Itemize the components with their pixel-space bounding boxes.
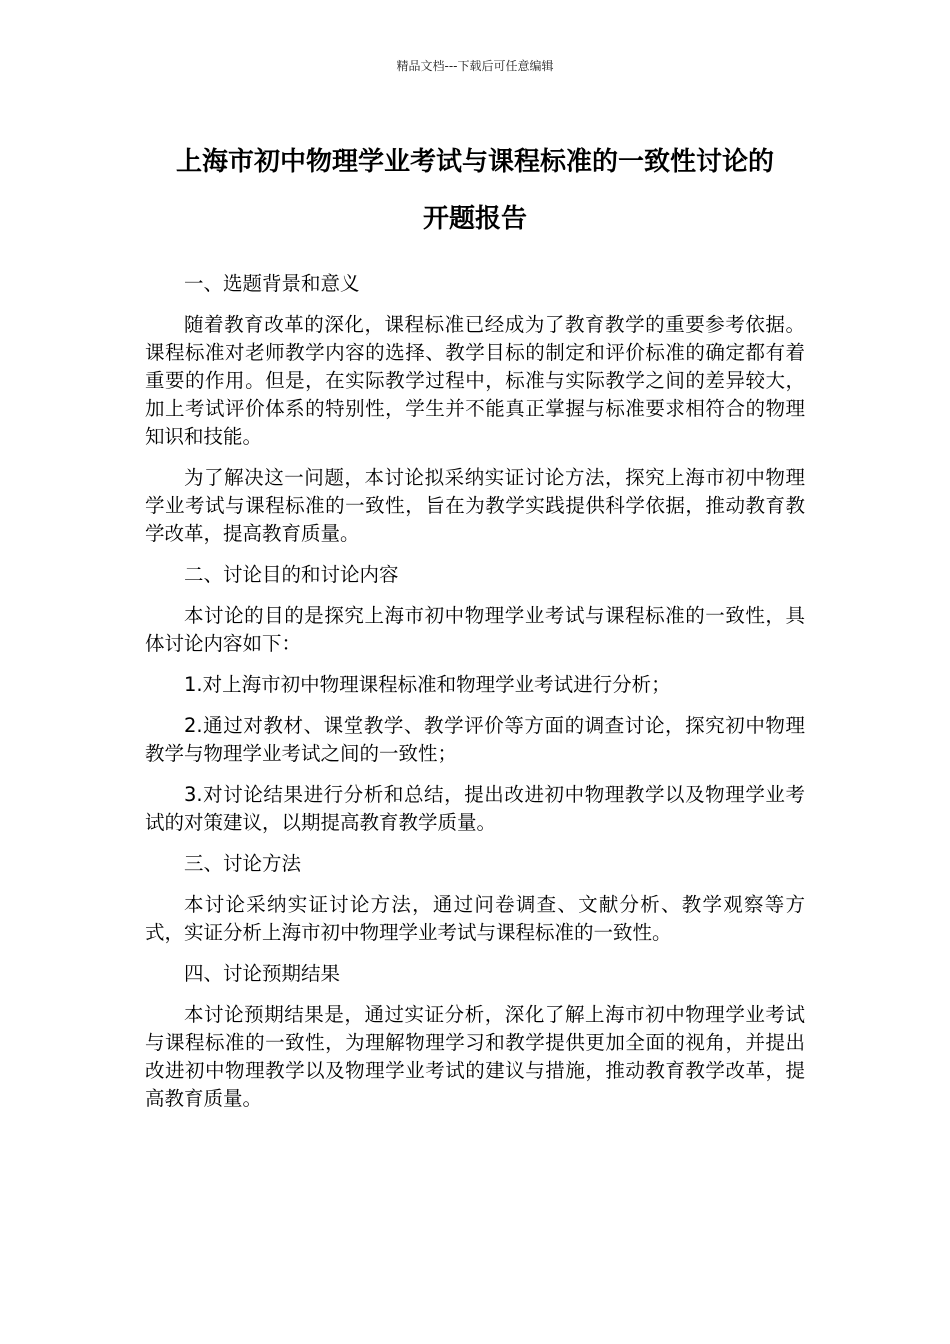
section-heading-background: 一、选题背景和意义	[184, 272, 360, 295]
list-item-2: 2.通过对教材、课堂教学、教学评价等方面的调查讨论，探究初中物理教学与物理学业考试之间的一致性；	[145, 714, 805, 765]
document-body	[145, 270, 805, 1126]
section-heading-purpose: 二、讨论目的和讨论内容	[184, 563, 399, 586]
title-line-1: 上海市初中物理学业考试与课程标准的一致性讨论的	[175, 147, 774, 177]
list-item-1: 1.对上海市初中物理课程标准和物理学业考试进行分析；	[184, 673, 671, 696]
paragraph-background-2: 为了解决这一问题，本讨论拟采纳实证讨论方法，探究上海市初中物理学业考试与课程标准的一致性，旨在为教学实践提供科学依据，推动教育教学改革，提高教育质量。	[145, 466, 805, 545]
paragraph-purpose: 本讨论的目的是探究上海市初中物理学业考试与课程标准的一致性，具体讨论内容如下：	[145, 604, 805, 655]
section-heading-method: 三、讨论方法	[184, 852, 302, 875]
list-item-3: 3.对讨论结果进行分析和总结，提出改进初中物理教学以及物理学业考试的对策建议，以期提高教育教学质量。	[145, 783, 805, 834]
section-heading-expected-results: 四、讨论预期结果	[184, 962, 341, 985]
header-note: 精品文档---下载后可任意编辑	[396, 59, 554, 73]
document-title	[140, 134, 810, 248]
paragraph-background-1: 随着教育改革的深化，课程标准已经成为了教育教学的重要参考依据。课程标准对老师教学内容的选择、教学目标的制定和评价标准的确定都有着重要的作用。但是，在实际教学过程中，标准与实际教学之间的差异较大，加上考试评价体系的特别性，学生并不能真正掌握与标准要求相符合的物理知识和技能。	[145, 313, 805, 448]
title-line-2: 开题报告	[422, 204, 527, 234]
paragraph-method: 本讨论采纳实证讨论方法，通过问卷调查、文献分析、教学观察等方式，实证分析上海市初中物理学业考试与课程标准的一致性。	[145, 893, 805, 944]
paragraph-expected-results: 本讨论预期结果是，通过实证分析，深化了解上海市初中物理学业考试与课程标准的一致性，为理解物理学习和教学提供更加全面的视角，并提出改进初中物理教学以及物理学业考试的建议与措施，推动教育教学改革，提高教育质量。	[145, 1003, 805, 1110]
